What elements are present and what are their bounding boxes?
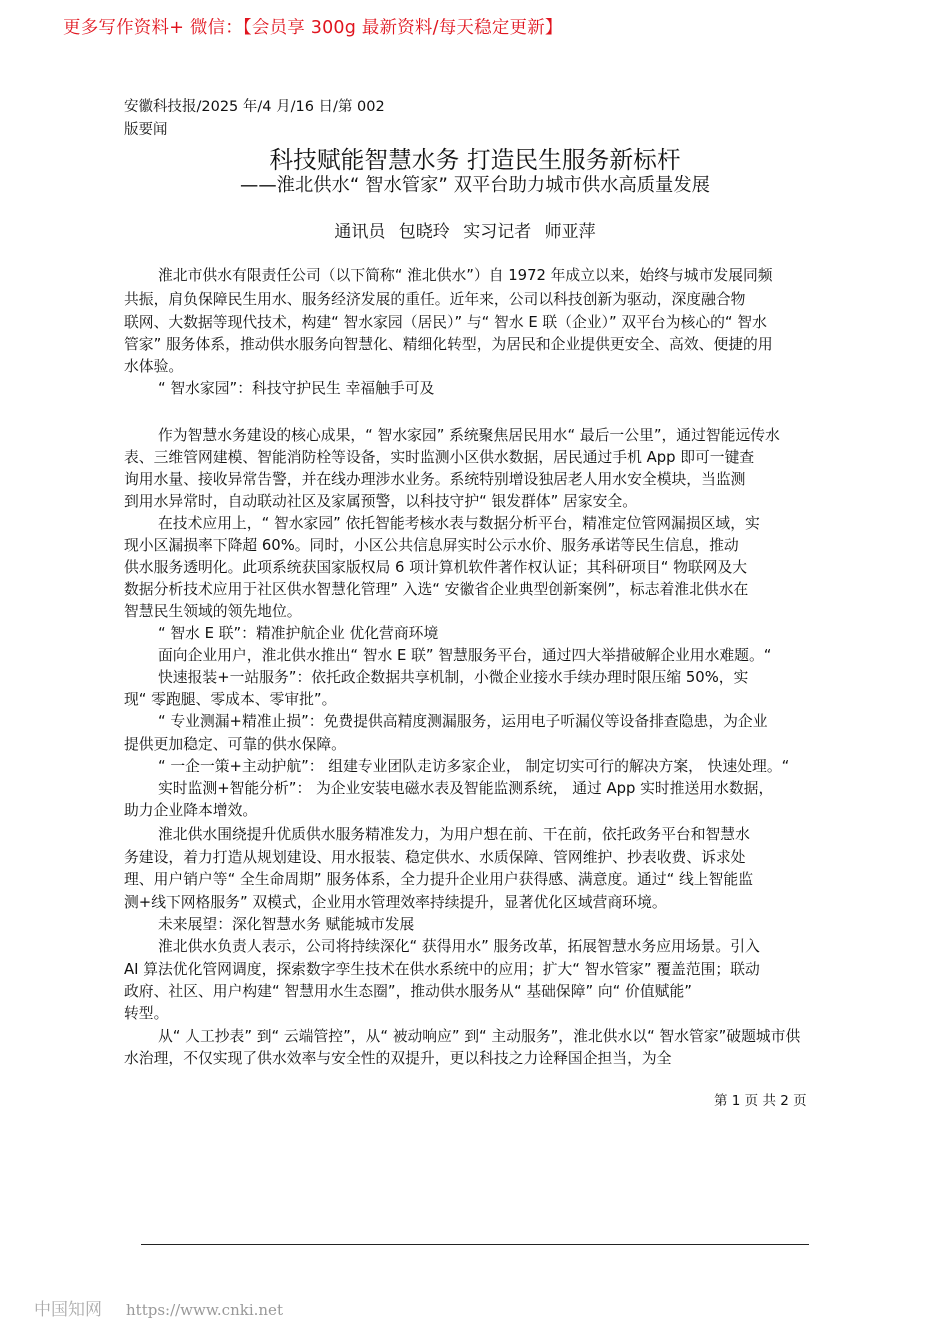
body-line: 在技术应用上，“ 智水家园” 依托智能考核水表与数据分析平台，精准定位管网漏损区域，实 [158, 515, 760, 532]
footer-watermark [34, 1295, 283, 1320]
body-line: 转型。 [124, 1005, 169, 1022]
footer-brand: 中国知网 [34, 1300, 102, 1320]
body-line: “ 一企一策+主动护航”： 组建专业团队走访多家企业， 制定切实可行的解决方案， 快速处理。“ [158, 758, 790, 775]
body-line: 联网、大数据等现代技术，构建“ 智水家园（居民）” 与“ 智水 E 联（企业）” 双平台为核心的“ 智水 [124, 314, 767, 331]
body-line: 管家” 服务体系，推动供水服务向智慧化、精细化转型，为居民和企业提供更安全、高效、便捷的用 [124, 336, 773, 353]
body-line: 面向企业用户，淮北供水推出“ 智水 E 联” 智慧服务平台，通过四大举措破解企业用水难题。“ [158, 647, 772, 664]
body-line: 快速报装+一站服务”：依托政企数据共享机制，小微企业接水手续办理时限压缩 50%，实 [158, 669, 749, 686]
body-line: 实时监测+智能分析”： 为企业安装电磁水表及智能监测系统， 通过 App 实时推送用水数据， [158, 780, 774, 797]
body-line: 现“ 零跑腿、零成本、零审批”。 [124, 691, 337, 708]
body-line: 表、三维管网建模、智能消防栓等设备，实时监测小区供水数据，居民通过手机 App 即可一键查 [124, 449, 755, 466]
body-line: 从“ 人工抄表” 到“ 云端管控”，从“ 被动响应” 到“ 主动服务”，淮北供水以“ 智水管家”破题城市供 [158, 1028, 801, 1045]
body-line: 作为智慧水务建设的核心成果，“ 智水家园” 系统聚焦居民用水“ 最后一公里”，通过智能远传水 [158, 427, 780, 444]
body-line: 水治理，不仅实现了供水效率与安全性的双提升，更以科技之力诠释国企担当，为全 [124, 1050, 672, 1067]
body-line: 淮北供水围绕提升优质供水服务精准发力，为用户想在前、干在前，依托政务平台和智慧水 [158, 826, 750, 843]
promo-banner: 更多写作资料+ 微信：【会员享 300g 最新资料/每天稳定更新】 [63, 18, 563, 38]
body-line: 共振，肩负保障民生用水、服务经济发展的重任。近年来，公司以科技创新为驱动，深度融合物 [124, 291, 746, 308]
source-line-continued: 版要闻 [124, 122, 168, 138]
footer-url-link[interactable]: https://www.cnki.net [126, 1301, 283, 1319]
body-line: 智慧民生领域的领先地位。 [124, 603, 302, 620]
section-heading: 未来展望：深化智慧水务 赋能城市发展 [158, 916, 415, 933]
body-line: 淮北供水负责人表示，公司将持续深化“ 获得用水” 服务改革，拓展智慧水务应用场景。引入 [158, 938, 760, 955]
page-number: 第 1 页 共 2 页 [714, 1093, 807, 1109]
body-line: 淮北市供水有限责任公司（以下简称“ 淮北供水”）自 1972 年成立以来，始终与城市发展同频 [158, 267, 773, 284]
section-heading: “ 智水 E 联”：精准护航企业 优化营商环境 [158, 625, 439, 642]
body-line: 测+线下网格服务” 双模式，企业用水管理效率持续提升，显著优化区域营商环境。 [124, 894, 667, 911]
body-line: 水体验。 [124, 358, 184, 375]
body-line: 提供更加稳定、可靠的供水保障。 [124, 736, 346, 753]
body-line: 务建设，着力打造从规划建设、用水报装、稳定供水、水质保障、管网维护、抄表收费、诉求处 [124, 849, 746, 866]
body-line: 数据分析技术应用于社区供水智慧化管理” 入选“ 安徽省企业典型创新案例”，标志着淮北供水在 [124, 581, 749, 598]
footer-divider [141, 1244, 809, 1245]
body-line: 供水服务透明化。此项系统获国家版权局 6 项计算机软件著作权认证；其科研项目“ 物联网及大 [124, 559, 748, 576]
body-line: AI 算法优化管网调度，探索数字孪生技术在供水系统中的应用；扩大“ 智水管家” 覆盖范围；联动 [124, 961, 760, 978]
source-line: 安徽科技报/2025 年/4 月/16 日/第 002 [124, 99, 385, 115]
body-line: 到用水异常时，自动联动社区及家属预警，以科技守护“ 银发群体” 居家安全。 [124, 493, 638, 510]
body-line: 理、用户销户等“ 全生命周期” 服务体系，全力提升企业用户获得感、满意度。通过“ 线上智能监 [124, 871, 753, 888]
byline: 通讯员 包晓玲 实习记者 师亚萍 [334, 222, 596, 242]
body-line: 助力企业降本增效。 [124, 802, 258, 819]
body-line: 询用水量、接收异常告警，并在线办理涉水业务。系统特别增设独居老人用水安全模块，当监测 [124, 471, 746, 488]
body-line: 现小区漏损率下降超 60%。同时，小区公共信息屏实时公示水价、服务承诺等民生信息，推动 [124, 537, 739, 554]
body-line: “ 专业测漏+精准止损”：免费提供高精度测漏服务，运用电子听漏仪等设备排查隐患，为企业 [158, 713, 768, 730]
body-line: 政府、社区、用户构建“ 智慧用水生态圈”，推动供水服务从“ 基础保障” 向“ 价值赋能” [124, 983, 692, 1000]
section-heading: “ 智水家园”：科技守护民生 幸福触手可及 [158, 380, 435, 397]
article-subtitle: ——淮北供水“ 智水管家” 双平台助力城市供水高质量发展 [240, 175, 710, 196]
article-title: 科技赋能智慧水务 打造民生服务新标杆 [269, 146, 681, 174]
